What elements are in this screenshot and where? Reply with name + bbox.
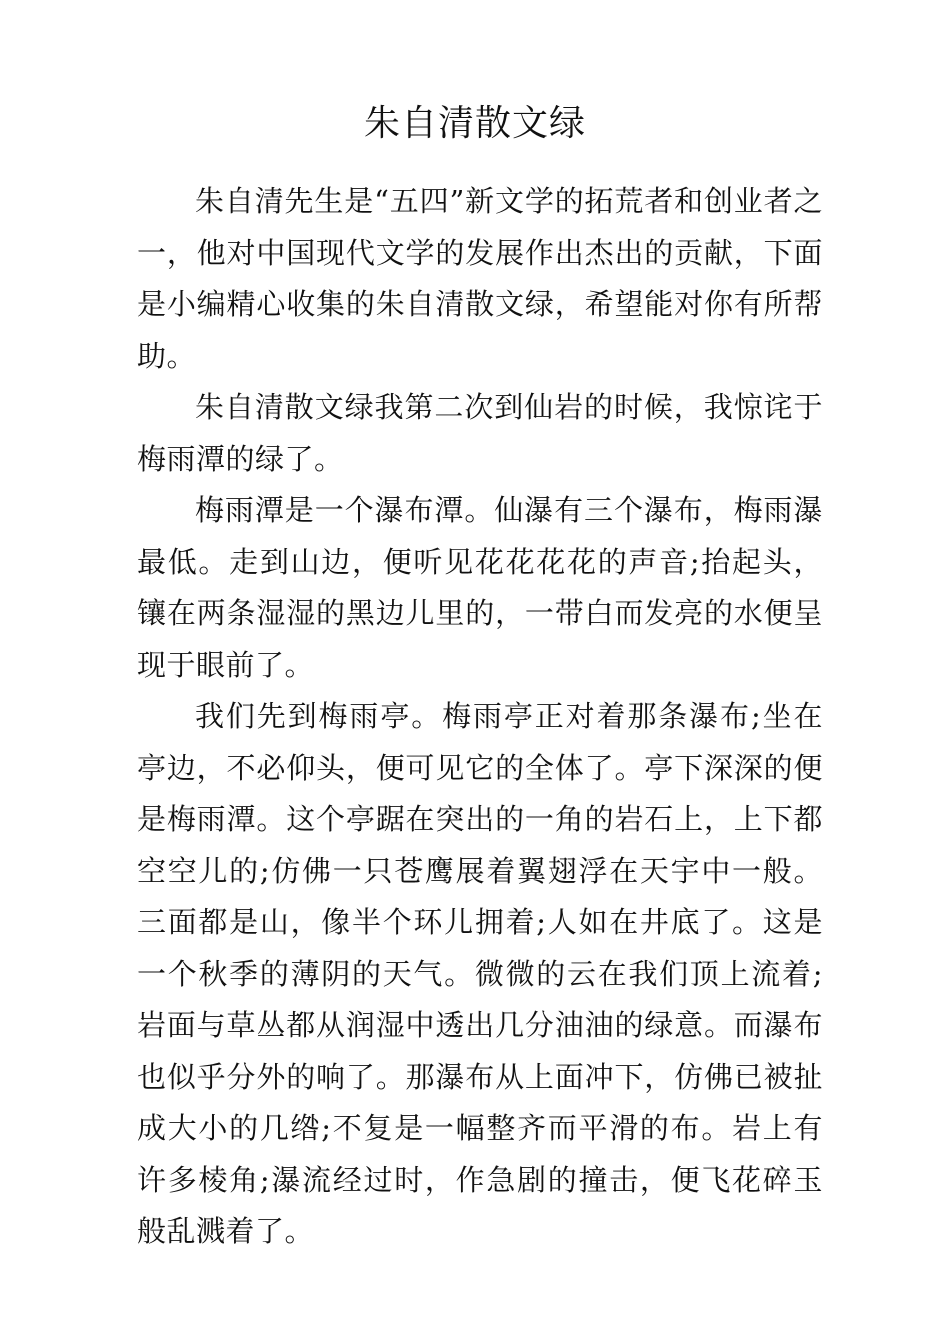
paragraph-opening: 朱自清散文绿我第二次到仙岩的时候，我惊诧于梅雨潭的绿了。 xyxy=(137,390,823,476)
paragraph-intro: 朱自清先生是“五四”新文学的拓荒者和创业者之一，他对中国现代文学的发展作出杰出的贡献，下面是小编精心收集的朱自清散文绿，希望能对你有所帮助。 xyxy=(137,184,823,373)
paragraph-pavilion: 我们先到梅雨亭。梅雨亭正对着那条瀑布;坐在亭边，不必仰头，便可见它的全体了。亭下深深的便是梅雨潭。这个亭踞在突出的一角的岩石上，上下都空空儿的;仿佛一只苍鹰展着翼翅浮在天宇中一般。三面都是山，像半个环儿拥着;人如在井底了。这是一个秋季的薄阴的天气。微微的云在我们顶上流着;岩面与草丛都从润湿中透出几分油油的绿意。而瀑布也似乎分外的响了。那瀑布从上面冲下，仿佛已被扯成大小的几绺;不复是一幅整齐而平滑的布。岩上有许多棱角;瀑流经过时，作急剧的撞击，便飞花碎玉般乱溅着了。 xyxy=(137,699,823,1248)
document-body xyxy=(137,176,823,1258)
document-title: 朱自清散文绿 xyxy=(363,103,586,144)
paragraph-waterfall: 梅雨潭是一个瀑布潭。仙瀑有三个瀑布，梅雨瀑最低。走到山边，便听见花花花花的声音;抬起头，镶在两条湿湿的黑边儿里的，一带白而发亮的水便呈现于眼前了。 xyxy=(137,493,823,682)
